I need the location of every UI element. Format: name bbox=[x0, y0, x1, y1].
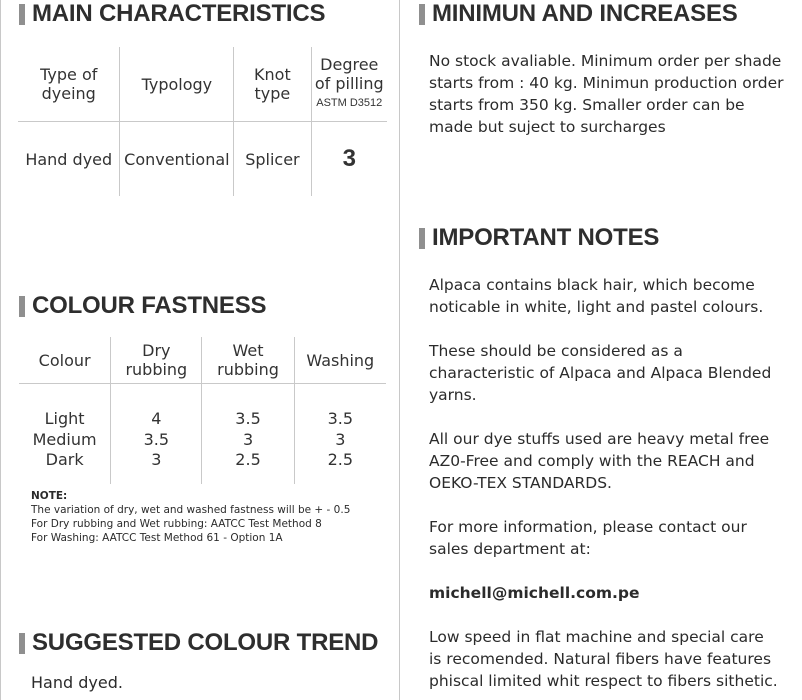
header-wet-rubbing: Wet rubbing bbox=[202, 337, 294, 384]
notes-paragraph-4 bbox=[429, 516, 799, 560]
pilling-standard: ASTM D3512 bbox=[316, 97, 383, 109]
important-notes-heading bbox=[419, 224, 659, 252]
value-typology: Conventional bbox=[120, 122, 234, 197]
note-line: The variation of dry, wet and washed fastness will be + - 0.5 bbox=[31, 504, 351, 516]
minimum-line: made but suject to surcharges bbox=[429, 118, 666, 136]
colour-fastness-heading bbox=[19, 292, 266, 320]
colour-trend-text: Hand dyed. bbox=[31, 673, 123, 692]
main-characteristics-title: MAIN CHARACTERISTICS bbox=[32, 0, 326, 27]
minimum-heading bbox=[419, 0, 738, 28]
fastness-note bbox=[31, 489, 350, 545]
row-medium-dry: 3.5 bbox=[111, 428, 202, 450]
notes-line: is recomended. Natural fibers have features bbox=[429, 650, 772, 668]
row-light-colour: Light bbox=[44, 409, 85, 428]
notes-line: noticable in white, light and pastel colours. bbox=[429, 298, 764, 316]
notes-line: AZ0-Free and comply with the REACH and bbox=[429, 452, 755, 470]
value-knot-type: Splicer bbox=[234, 122, 311, 197]
main-characteristics-heading bbox=[19, 0, 325, 28]
column-divider bbox=[399, 0, 400, 700]
notes-line: OEKO-TEX STANDARDS. bbox=[429, 474, 612, 492]
row-light-wet: 3.5 bbox=[202, 384, 294, 429]
row-medium-washing: 3 bbox=[294, 428, 386, 450]
heading-bar bbox=[419, 4, 425, 25]
pilling-value: 3 bbox=[342, 145, 356, 172]
notes-line: Alpaca contains black hair, which become bbox=[429, 276, 755, 294]
row-dark-colour: Dark bbox=[45, 450, 84, 469]
notes-line: Low speed in flat machine and special care bbox=[429, 628, 764, 646]
header-colour: Colour bbox=[19, 337, 111, 384]
notes-line: These should be considered as a bbox=[429, 342, 683, 360]
degree-of-pilling-label: Degree of pilling bbox=[314, 55, 384, 93]
left-margin-line bbox=[0, 0, 1, 700]
colour-fastness-table bbox=[19, 337, 386, 484]
notes-paragraph-5 bbox=[429, 626, 799, 692]
notes-line: All our dye stuffs used are heavy metal free bbox=[429, 430, 770, 448]
row-dark-dry: 3 bbox=[111, 450, 202, 472]
colour-trend-title: SUGGESTED COLOUR TREND bbox=[32, 629, 379, 656]
heading-bar bbox=[19, 296, 25, 317]
notes-line: characteristic of Alpaca and Alpaca Blended bbox=[429, 364, 772, 382]
header-typology: Typology bbox=[120, 47, 234, 122]
value-type-of-dyeing: Hand dyed bbox=[25, 149, 113, 169]
notes-paragraph-3 bbox=[429, 428, 799, 494]
header-type-of-dyeing: Type of dyeing bbox=[18, 47, 120, 122]
heading-bar bbox=[19, 633, 25, 654]
header-degree-of-pilling bbox=[311, 47, 387, 122]
row-light-dry: 4 bbox=[111, 384, 202, 429]
contact-email[interactable]: michell@michell.com.pe bbox=[429, 584, 640, 602]
minimum-line: starts from 350 kg. Smaller order can be bbox=[429, 96, 745, 114]
notes-line: phiscal limited whit respect to fibers sithetic. bbox=[429, 672, 778, 690]
notes-line: For more information, please contact our bbox=[429, 518, 747, 536]
minimum-line: No stock avaliable. Minimum order per shade bbox=[429, 52, 782, 70]
header-knot-type: Knot type bbox=[234, 47, 311, 122]
row-medium-colour: Medium bbox=[32, 429, 97, 449]
notes-paragraph-1 bbox=[429, 274, 799, 318]
minimum-paragraph bbox=[429, 50, 799, 138]
heading-bar bbox=[419, 228, 425, 249]
header-dry-rubbing: Dry rubbing bbox=[111, 337, 202, 384]
value-degree-of-pilling bbox=[311, 122, 387, 197]
note-line: For Dry rubbing and Wet rubbing: AATCC Test Method 8 bbox=[31, 518, 322, 530]
row-dark-wet: 2.5 bbox=[202, 450, 294, 472]
main-characteristics-table bbox=[18, 47, 387, 196]
note-label: NOTE: bbox=[31, 490, 68, 502]
important-notes-title: IMPORTANT NOTES bbox=[432, 224, 660, 251]
row-light-washing: 3.5 bbox=[294, 384, 386, 429]
notes-line: sales department at: bbox=[429, 540, 591, 558]
heading-bar bbox=[19, 4, 25, 25]
header-washing: Washing bbox=[294, 337, 386, 384]
minimum-line: starts from : 40 kg. Minimun production order bbox=[429, 74, 784, 92]
colour-fastness-title: COLOUR FASTNESS bbox=[32, 292, 267, 319]
row-medium-wet: 3 bbox=[202, 428, 294, 450]
row-dark-washing: 2.5 bbox=[294, 450, 386, 472]
colour-trend-heading bbox=[19, 629, 378, 657]
note-line: For Washing: AATCC Test Method 61 - Option 1A bbox=[31, 532, 283, 544]
notes-paragraph-2 bbox=[429, 340, 799, 406]
minimum-title: MINIMUN AND INCREASES bbox=[432, 0, 738, 27]
notes-line: yarns. bbox=[429, 386, 477, 404]
